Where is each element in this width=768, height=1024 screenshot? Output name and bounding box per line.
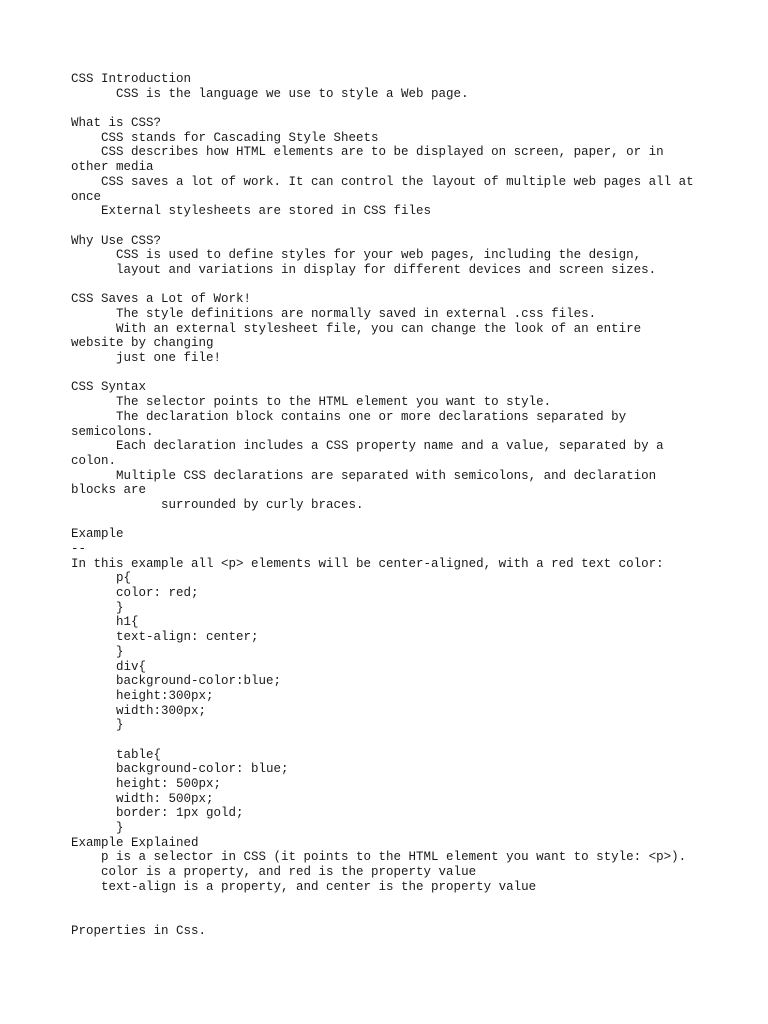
text-line: CSS saves a lot of work. It can control the layout of multiple web pages all at [71,174,694,189]
text-line: The declaration block contains one or more declarations separated by [71,409,627,424]
text-line: colon. [71,453,117,468]
code-line: h1{ [71,615,139,630]
blank-line [71,219,711,234]
text-line: In this example all <p> elements will be center-aligned, with a red text color: [71,556,664,571]
code-line: } [71,644,124,659]
code-line: p{ [71,571,132,586]
section-heading: What is CSS? [71,116,162,131]
section-heading: CSS Introduction [71,72,192,86]
text-line: Multiple CSS declarations are separated with semicolons, and declaration [71,468,657,483]
text-line: surrounded by curly braces. [71,497,364,512]
text-line: color is a property, and red is the property value [71,865,477,880]
code-line: height:300px; [71,688,214,703]
code-line: text-align: center; [71,630,259,645]
code-line: color: red; [71,586,199,601]
code-line: border: 1px gold; [71,806,244,821]
text-line: other media [71,160,154,175]
code-line: width:300px; [71,703,207,718]
text-line: The selector points to the HTML element you want to style. [71,395,552,410]
text-line: Each declaration includes a CSS property name and a value, separated by a [71,439,664,454]
text-line: External stylesheets are stored in CSS files [71,204,432,219]
text-line: p is a selector in CSS (it points to the HTML element you want to style: <p>). [71,850,687,865]
blank-line [71,101,711,116]
text-line: CSS describes how HTML elements are to be displayed on screen, paper, or in [71,145,664,160]
section-heading: CSS Saves a Lot of Work! [71,292,252,307]
code-line: } [71,821,124,836]
blank-line [71,278,711,293]
blank-line [71,895,711,910]
section-heading: CSS Syntax [71,380,147,395]
code-line: table{ [71,747,162,762]
text-line: CSS is the language we use to style a Web page. [71,86,469,101]
text-line: once [71,189,102,204]
text-line: text-align is a property, and center is the property value [71,879,537,894]
text-line: semicolons. [71,424,154,439]
section-heading: Example [71,527,124,542]
text-line: just one file! [71,351,222,366]
text-line: -- [71,542,87,556]
code-line: div{ [71,659,147,674]
text-line: With an external stylesheet file, you can change the look of an entire [71,321,642,336]
section-heading: Example Explained [71,835,199,850]
text-line: CSS stands for Cascading Style Sheets [71,130,379,145]
code-line: background-color:blue; [71,674,282,689]
code-line: background-color: blue; [71,762,289,777]
text-line: blocks are [71,483,147,498]
code-line: width: 500px; [71,791,214,806]
blank-line [71,513,711,528]
section-heading: Why Use CSS? [71,233,162,248]
blank-line [71,733,711,748]
text-line: layout and variations in display for different devices and screen sizes. [71,262,657,277]
code-line: } [71,718,124,733]
text-line: website by changing [71,336,214,351]
text-line: The style definitions are normally saved in external .css files. [71,307,597,321]
code-line: } [71,600,124,615]
blank-line [71,366,711,381]
blank-line [71,909,711,924]
code-line: height: 500px; [71,777,222,791]
text-line: CSS is used to define styles for your web pages, including the design, [71,248,642,263]
section-heading: Properties in Css. [71,923,207,938]
document-text [71,72,711,939]
